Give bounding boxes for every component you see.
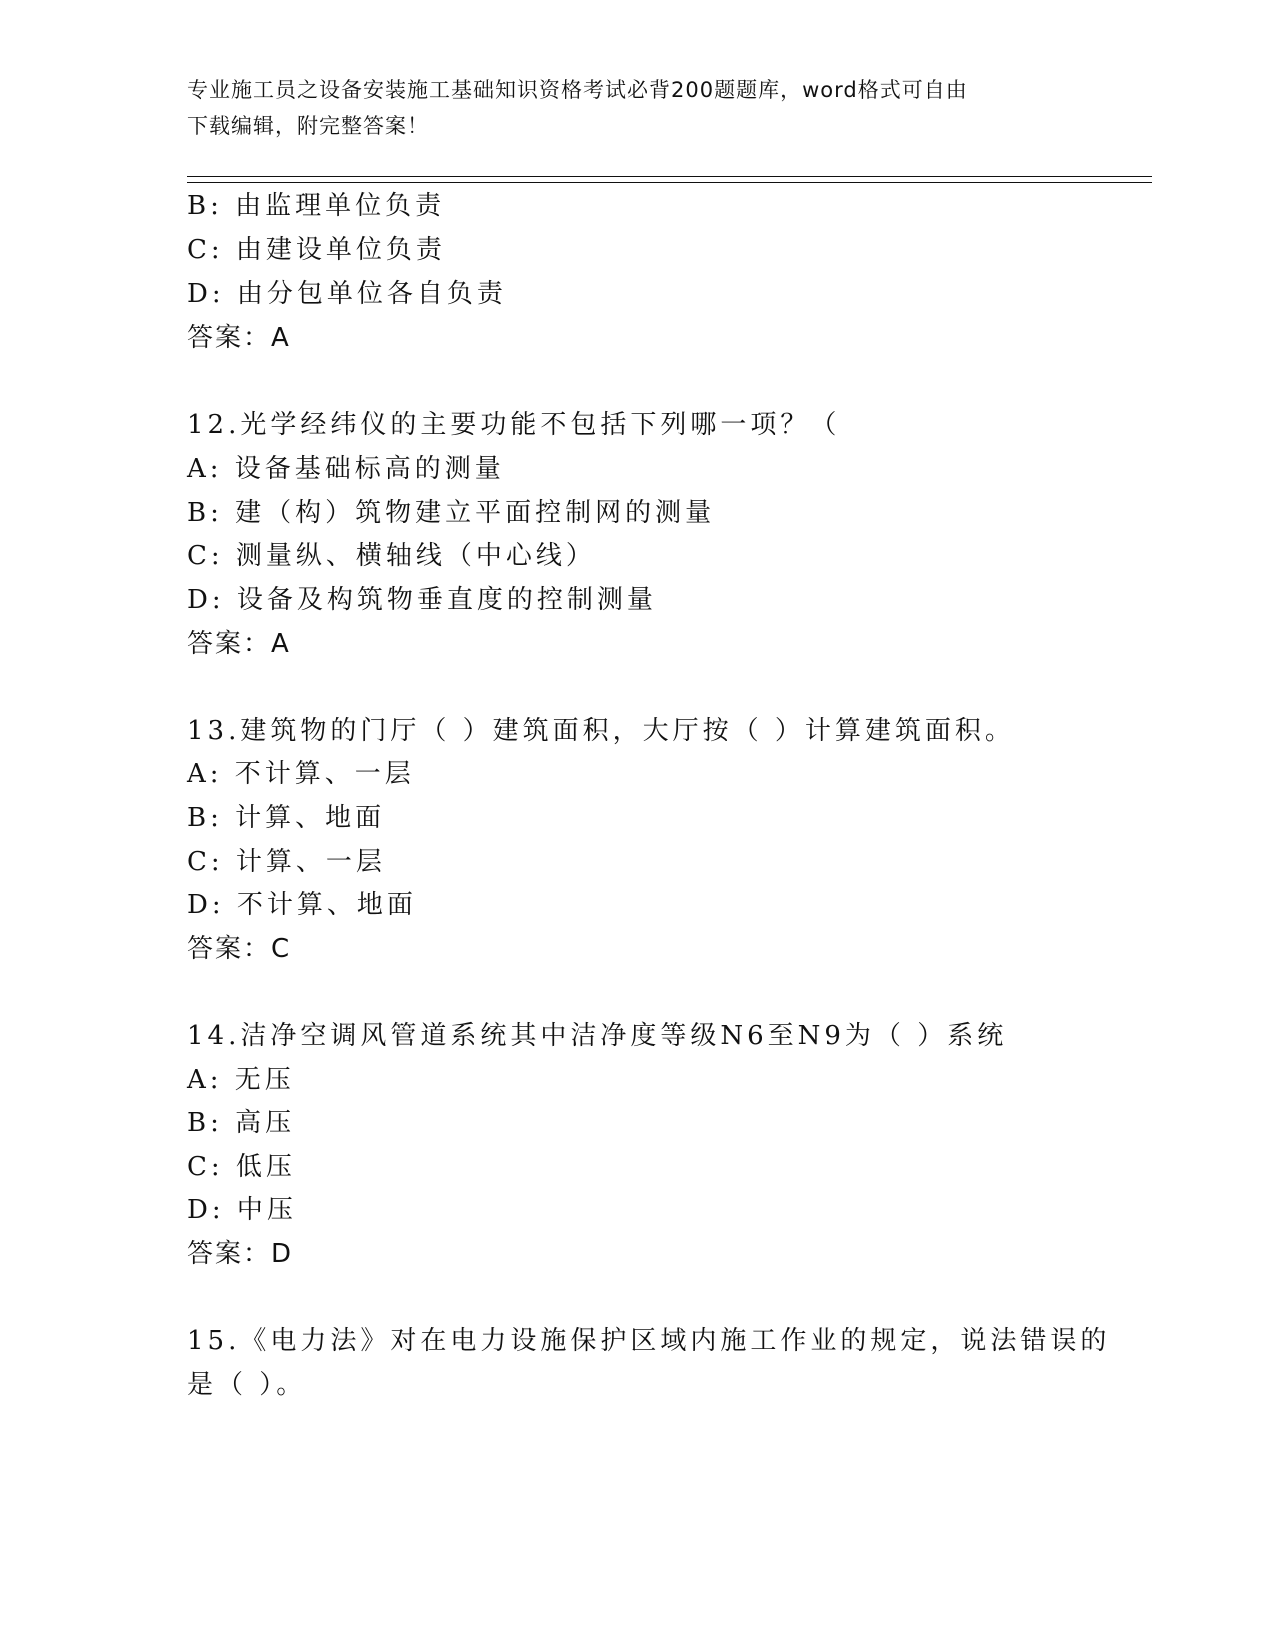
q12-option-a: A: 设备基础标高的测量	[187, 454, 505, 484]
q12-option-b: B: 建（构）筑物建立平面控制网的测量	[187, 498, 716, 528]
header-divider-top	[187, 176, 1152, 177]
q11-option-d: D: 由分包单位各自负责	[187, 279, 507, 309]
header-divider-bottom	[187, 182, 1152, 183]
q15-question-line-1: 15.《电力法》对在电力设施保护区域内施工作业的规定，说法错误的	[187, 1326, 1111, 1356]
q12-option-d: D: 设备及构筑物垂直度的控制测量	[187, 585, 657, 615]
header-line-2: 下载编辑，附完整答案！	[187, 114, 429, 138]
q11-option-b: B: 由监理单位负责	[187, 191, 446, 221]
q12-option-c: C: 测量纵、横轴线（中心线）	[187, 541, 596, 571]
q13-option-a: A: 不计算、一层	[187, 759, 415, 789]
q12-question: 12.光学经纬仪的主要功能不包括下列哪一项？（	[187, 410, 841, 440]
q13-option-c: C: 计算、一层	[187, 847, 386, 877]
q13-answer: 答案：C	[187, 934, 292, 964]
q14-option-b: B: 高压	[187, 1108, 296, 1138]
q14-option-a: A: 无压	[187, 1065, 295, 1095]
document-header	[187, 72, 1067, 144]
q13-option-b: B: 计算、地面	[187, 803, 386, 833]
q14-option-c: C: 低压	[187, 1152, 296, 1182]
q14-option-d: D: 中压	[187, 1195, 297, 1225]
q12-answer: 答案：A	[187, 629, 291, 659]
q14-answer: 答案：D	[187, 1239, 294, 1269]
q13-question: 13.建筑物的门厅（ ）建筑面积，大厅按（ ）计算建筑面积。	[187, 716, 1015, 746]
q15-question-line-2: 是（ ）。	[187, 1370, 307, 1400]
q11-answer: 答案：A	[187, 323, 291, 353]
header-line-1: 专业施工员之设备安装施工基础知识资格考试必背200题题库，word格式可自由	[187, 78, 968, 102]
q13-option-d: D: 不计算、地面	[187, 890, 417, 920]
q14-question: 14.洁净空调风管道系统其中洁净度等级N6至N9为（ ）系统	[187, 1021, 1008, 1051]
q11-option-c: C: 由建设单位负责	[187, 235, 446, 265]
